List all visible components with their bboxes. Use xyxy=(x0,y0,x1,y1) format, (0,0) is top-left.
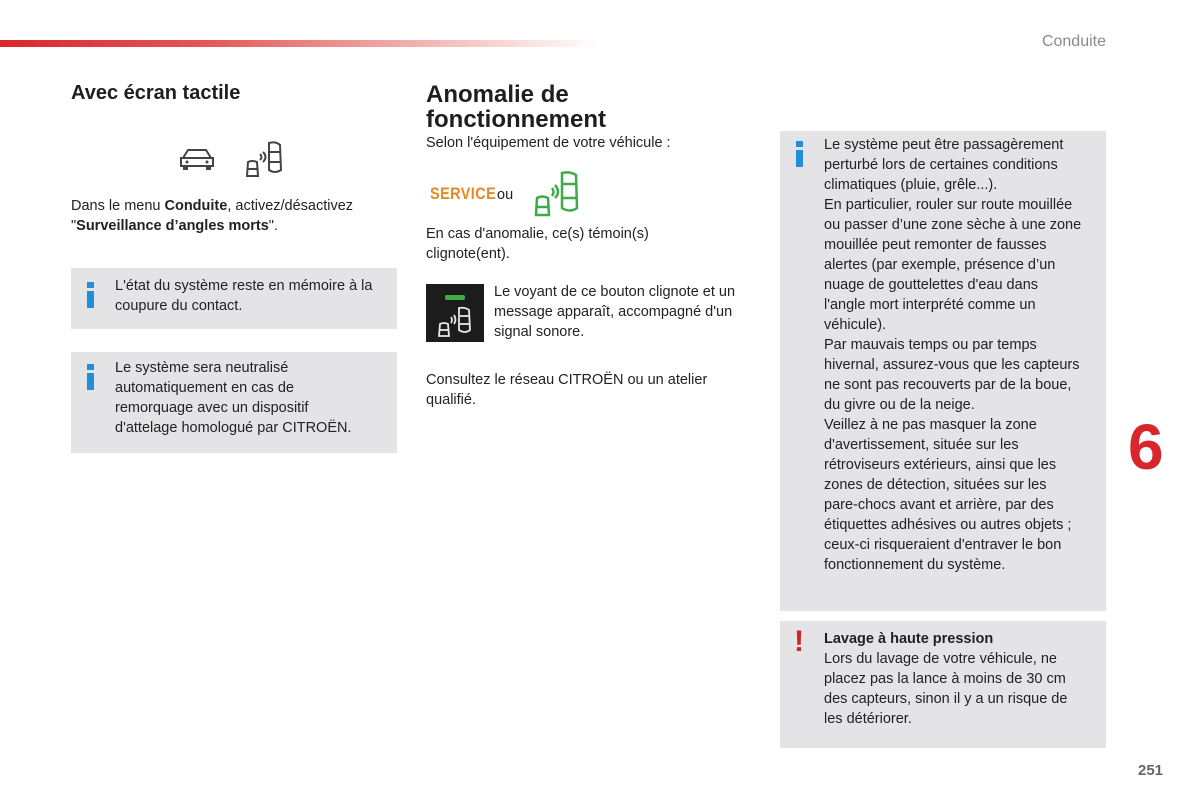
section-title: Conduite xyxy=(1041,33,1106,50)
info-box-conditions xyxy=(780,131,1106,611)
menu-instruction: Dans le menu Conduite, activez/désactivez "Surveillance d’angles morts". xyxy=(71,198,354,234)
car-icon xyxy=(178,146,216,172)
page-number: 251 xyxy=(1138,762,1164,779)
malfunction-heading: Anomalie de fonctionnement xyxy=(426,81,606,133)
blind-spot-icon xyxy=(244,140,284,178)
anomaly-text: En cas d'anomalie, ce(s) témoin(s) clignote(ent). xyxy=(426,226,649,262)
conditions-line: Par mauvais temps ou par temps xyxy=(824,337,1037,353)
button-description: Le voyant de ce bouton clignote et un message apparaît, accompagné d'un signal sonore. xyxy=(494,284,736,340)
conditions-line: zones de détection, situées sur les xyxy=(824,477,1047,493)
chapter-number: 6 xyxy=(1128,411,1164,483)
info-box-towing xyxy=(71,352,397,453)
conditions-line: ne sont pas recouverts par de la boue, xyxy=(824,377,1072,393)
or-word: ou xyxy=(497,187,514,203)
conditions-line: mouillée peut remonter de fausses xyxy=(824,237,1047,253)
warning-icon: ! xyxy=(794,625,804,658)
info-icon xyxy=(794,141,804,167)
info-icon xyxy=(85,364,95,390)
conditions-line: véhicule). xyxy=(824,317,887,333)
conditions-line: d'avertissement, située sur les xyxy=(824,437,1019,453)
conditions-line: fonctionnement du système. xyxy=(824,557,1006,573)
conditions-line: alertes (par exemple, présence d’un xyxy=(824,257,1056,273)
conditions-line: En particulier, rouler sur route mouillée xyxy=(824,197,1073,213)
equipment-intro: Selon l'équipement de votre véhicule : xyxy=(426,135,671,151)
conditions-line: étiquettes adhésives ou autres objets ; xyxy=(824,517,1072,533)
conditions-line: rétroviseurs extérieurs, ainsi que les xyxy=(824,457,1057,473)
service-warning-label: SERVICE xyxy=(430,184,497,203)
info-box-memory xyxy=(71,268,397,329)
conditions-line: climatiques (pluie, grêle...). xyxy=(824,177,998,193)
conditions-line: hivernal, assurez-vous que les capteurs xyxy=(824,357,1080,373)
conditions-line: ceux-ci risqueraient d'entraver le bon xyxy=(824,537,1062,553)
conditions-line: l'angle mort interprété comme un xyxy=(824,297,1036,313)
info-text-towing: Le système sera neutralisé automatiquement en cas de remorquage avec un dispositif d'attelage homologué par CITROËN. xyxy=(115,360,352,436)
warning-text: Lavage à haute pression Lors du lavage de votre véhicule, ne placez pas la lance à moins de 30 cm des capteurs, sinon il y a un risque de les détériorer. xyxy=(824,631,1068,727)
conditions-line: ou passer d’une zone sèche à une zone xyxy=(824,217,1082,233)
conditions-line: du givre ou de la neige. xyxy=(824,397,975,413)
blind-spot-warning-icon xyxy=(532,170,580,218)
consult-network-text: Consultez le réseau CITROËN ou un atelier qualifié. xyxy=(426,372,708,408)
conditions-text xyxy=(824,135,1104,575)
conditions-line: perturbé lors de certaines conditions xyxy=(824,157,1058,173)
info-text-memory: L'état du système reste en mémoire à la coupure du contact. xyxy=(115,278,373,314)
warning-box-pressure-wash xyxy=(780,621,1106,748)
info-icon xyxy=(85,282,95,308)
conditions-line: Veillez à ne pas masquer la zone xyxy=(824,417,1037,433)
blind-spot-button-icon xyxy=(437,306,473,338)
header-accent-bar xyxy=(0,40,600,47)
button-indicator-light xyxy=(445,295,465,300)
blind-spot-button xyxy=(426,284,484,342)
touchscreen-heading: Avec écran tactile xyxy=(71,82,241,104)
conditions-line: pare-chocs avant et arrière, par des xyxy=(824,497,1054,513)
conditions-line: Le système peut être passagèrement xyxy=(824,137,1064,153)
conditions-line: nuage de gouttelettes d'eau dans xyxy=(824,277,1039,293)
